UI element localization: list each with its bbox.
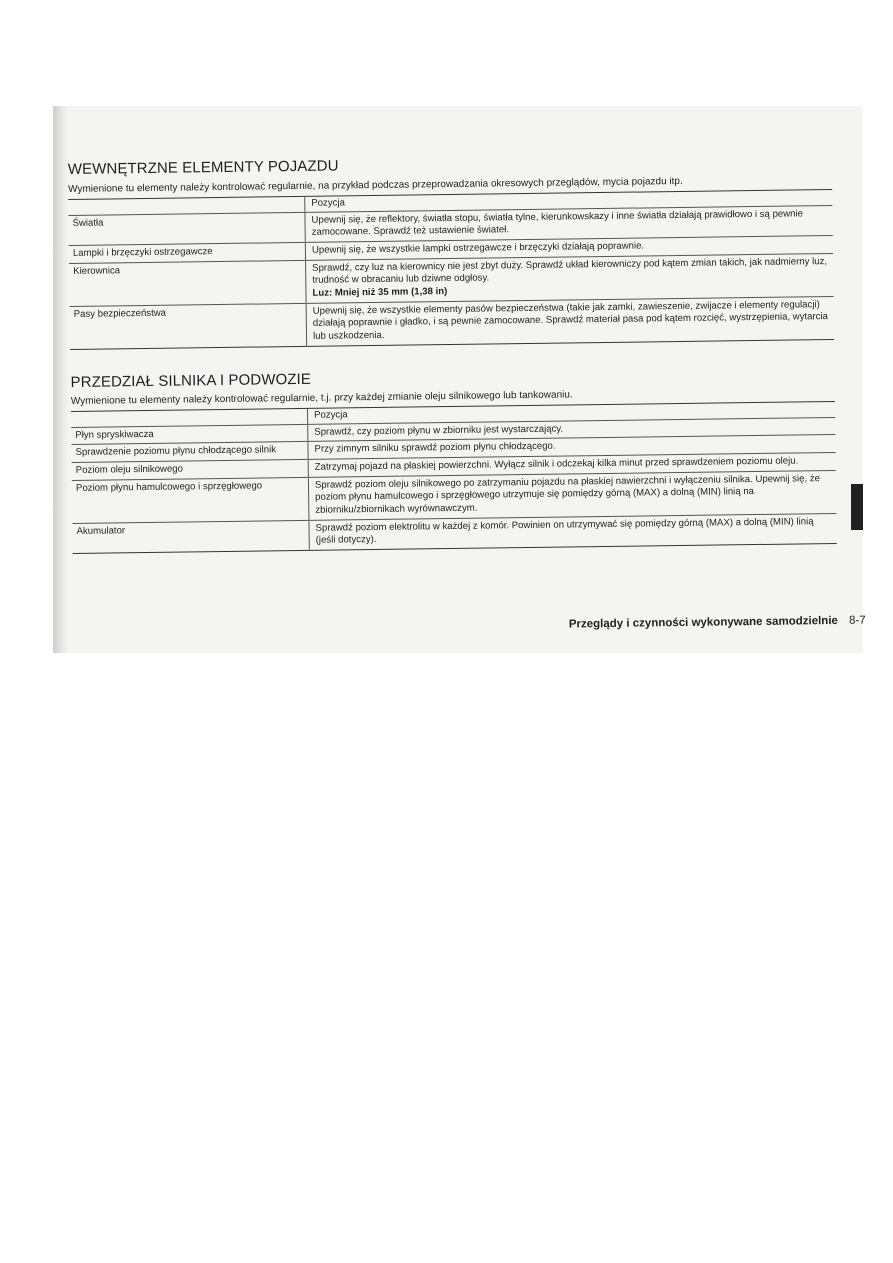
section-intro-engine: Wymienione tu elementy należy kontrolować regularnie, t.j. przy każdej zmianie oleju silnikowego lub tankowaniu.: [70, 389, 573, 407]
row-description: Sprawdź poziom elektrolitu w każdej z komór. Powinien on utrzymywać się pomiędzy górną (MAX) a dolną (MIN) linią (jeśli dotyczy).: [315, 515, 814, 547]
page-binding-shadow: [53, 106, 69, 653]
section-title-interior: WEWNĘTRZNE ELEMENTY POJAZDU: [67, 157, 339, 178]
column-header-position: Pozycja: [307, 401, 835, 424]
page-number: 8-7: [849, 614, 866, 627]
chapter-thumb-tab: [851, 484, 863, 530]
row-description: Upewnij się, że wszystkie elementy pasów bezpieczeństwa (takie jak zamki, zawieszenie, zwijacze i elementy regulacji) działają poprawnie i gładko, i są pewnie zamocowane. Sprawdź materiał pasa pod kątem rozcięć, wystrzępienia, wytarcia lub uszkodzenia.: [312, 298, 829, 342]
row-item-label: Sprawdzenie poziomu płynu chłodzącego silnik: [71, 442, 308, 463]
row-item-label: Poziom płynu hamulcowego i sprzęgłowego: [72, 477, 309, 523]
row-item-label: Płyn spryskiwacza: [71, 424, 308, 445]
row-description-cell: [306, 296, 834, 346]
engine-checks-table: [71, 401, 837, 554]
row-description-cell: [306, 253, 834, 303]
row-description-cell: [308, 470, 836, 520]
table-row: [70, 296, 834, 349]
page-footer: [569, 615, 866, 631]
row-description-cell: [309, 513, 837, 550]
row-item-label: Pasy bezpieczeństwa: [70, 303, 307, 349]
row-description: Przy zimnym silniku sprawdź poziom płynu chłodzącego.: [314, 440, 556, 456]
row-item-label: Akumulator: [72, 520, 309, 553]
section-title-engine: PRZEDZIAŁ SILNIKA I PODWOZIE: [70, 370, 312, 391]
section-intro-interior: Wymienione tu elementy należy kontrolować regularnie, na przykład podczas przeprowadzania okresowych przeglądów, mycia pojazdu itp.: [68, 175, 683, 195]
row-description: Zatrzymaj pojazd na płaskiej powierzchni. Wyłącz silnik i odczekaj kilka minut przed sprawdzeniem poziomu oleju.: [314, 455, 799, 473]
row-item-label: Lampki i brzęczyki ostrzegawcze: [69, 242, 306, 263]
interior-checks-table: [68, 189, 834, 350]
row-description: Upewnij się, że wszystkie lampki ostrzegawcze i brzęczyki działają poprawnie.: [311, 240, 645, 256]
steering-play-note: Luz: Mniej niż 35 mm (1,38 in): [312, 285, 448, 299]
footer-chapter-title: Przeglądy i czynności wykonywane samodzielnie: [568, 614, 838, 631]
row-description: Sprawdź poziom oleju silnikowego po zatrzymaniu pojazdu na płaskiej nawierzchni i wyłączeniu silnika. Upewnij się, że poziom płynu hamulcowego i sprzęgłowego utrzymuje się pomiędzy górną (MAX) a dolną (MIN) linią na zbiorniku/zbiornikach wyrównawczym.: [314, 472, 820, 516]
row-item-label: Światła: [68, 212, 305, 245]
row-item-label: Kierownica: [69, 260, 306, 306]
row-description: Upewnij się, że reflektory, światła stopu, światła tylne, kierunkowskazy i inne światła działają prawidłowo i są pewnie zamocowane. Sprawdź też ustawienie świateł.: [311, 208, 804, 239]
row-item-label: Poziom oleju silnikowego: [72, 459, 309, 480]
row-description: Sprawdź, czy luz na kierownicy nie jest zbyt duży. Sprawdź układ kierowniczy pod kątem zmian takich, jak nadmierny luz, trudność w obracaniu lub dziwne odgłosy.: [312, 255, 828, 287]
row-description: Sprawdź, czy poziom płynu w zbiorniku jest wystarczający.: [314, 423, 564, 438]
scanned-page: [53, 106, 866, 653]
page-content: [67, 96, 866, 653]
column-header-position: Pozycja: [305, 189, 833, 212]
